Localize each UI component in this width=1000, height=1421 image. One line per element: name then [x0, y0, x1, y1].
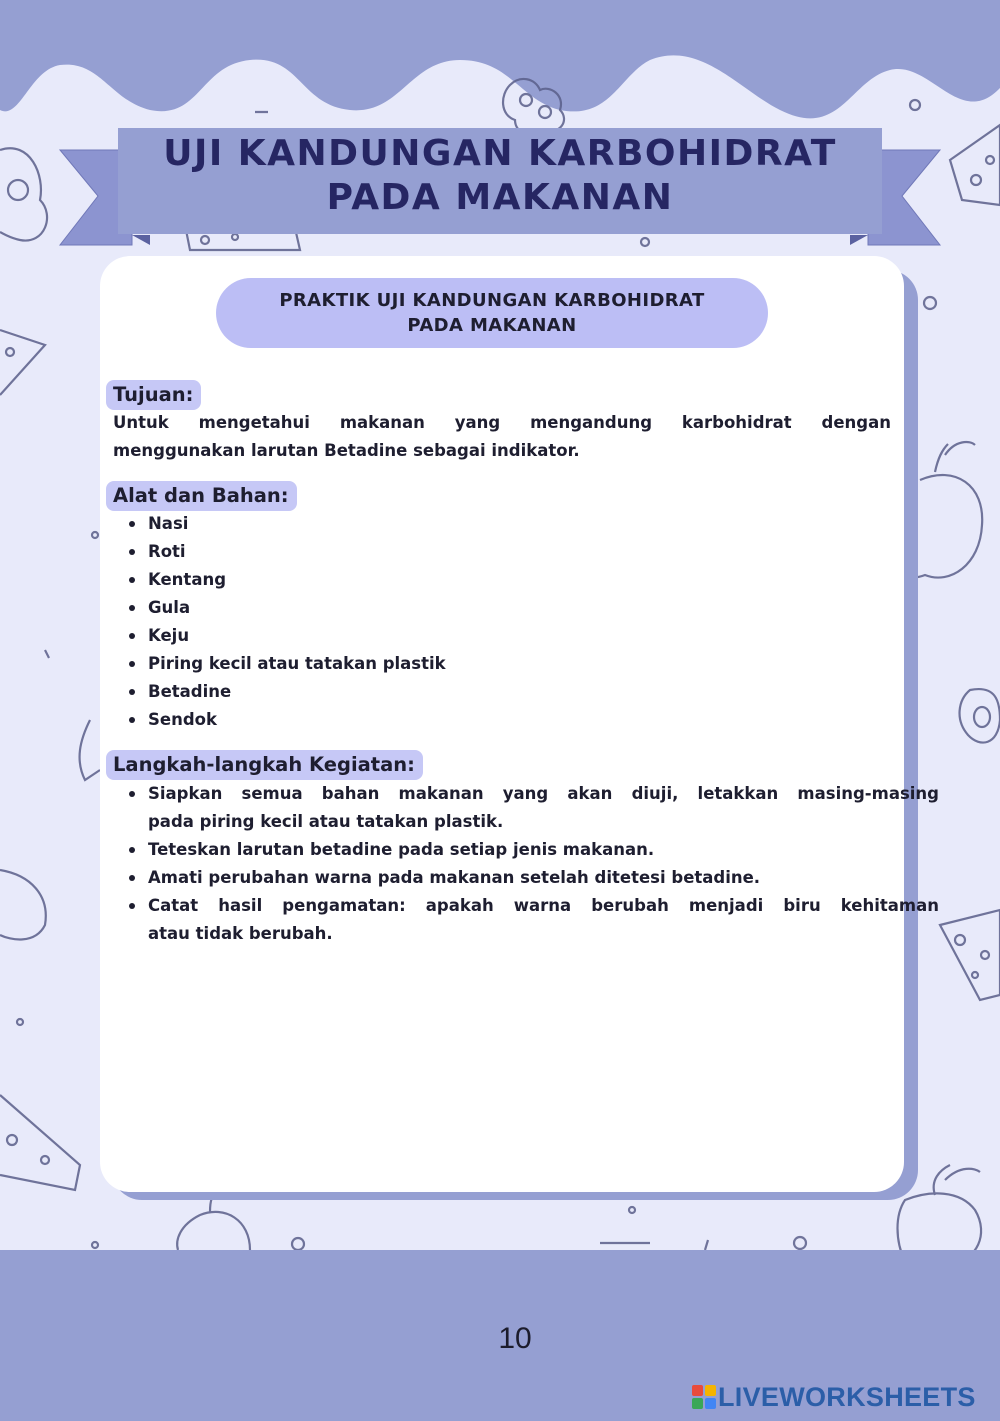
list-item: Kentang — [148, 566, 939, 594]
pizza-slice-right — [950, 125, 1000, 205]
list-item: Roti — [148, 538, 939, 566]
list-item: Nasi — [148, 510, 939, 538]
step-1-line-2: pada piring kecil atau tatakan plastik. — [148, 812, 504, 831]
page-title — [120, 132, 880, 220]
donut-doodle — [960, 689, 1000, 743]
langkah-label: Langkah-langkah Kegiatan: — [106, 750, 423, 780]
list-item: Teteskan larutan betadine pada setiap jenis makanan. — [148, 836, 939, 864]
step-1-line-1: Siapkan semua bahan makanan yang akan diuji, letakkan masing-masing — [148, 784, 939, 803]
page-title-line-1: UJI KANDUNGAN KARBOHIDRAT — [163, 133, 837, 174]
liveworksheets-brand[interactable] — [692, 1380, 976, 1414]
card-header-line-2: PADA MAKANAN — [407, 315, 577, 336]
alat-bahan-list — [100, 510, 939, 734]
list-item: Piring kecil atau tatakan plastik — [148, 650, 939, 678]
langkah-list — [100, 780, 939, 948]
list-item — [148, 780, 939, 836]
tujuan-text — [113, 409, 891, 465]
page-number: 10 — [498, 1322, 532, 1355]
tujuan-text-line-2: menggunakan larutan Betadine sebagai indikator. — [113, 441, 580, 460]
liveworksheets-logo-icon — [692, 1385, 716, 1409]
list-item: Sendok — [148, 706, 939, 734]
egg-doodle — [0, 148, 47, 240]
card-header — [216, 278, 768, 348]
apple-doodle-3 — [177, 1212, 250, 1250]
top-wave — [0, 0, 1000, 118]
pizza-doodle-2 — [0, 1095, 80, 1190]
list-item: Keju — [148, 622, 939, 650]
brand-text: LIVEWORKSHEETS — [718, 1381, 976, 1412]
list-item: Betadine — [148, 678, 939, 706]
step-4-line-1: Catat hasil pengamatan: apakah warna berubah menjadi biru kehitaman — [148, 896, 939, 915]
pizza-doodle — [0, 330, 45, 395]
alat-bahan-label: Alat dan Bahan: — [106, 481, 297, 511]
tujuan-text-line-1: Untuk mengetahui makanan yang mengandung karbohidrat dengan — [113, 413, 891, 432]
list-item: Gula — [148, 594, 939, 622]
list-item — [148, 892, 939, 948]
card-header-line-1: PRAKTIK UJI KANDUNGAN KARBOHIDRAT — [279, 290, 705, 311]
tujuan-label: Tujuan: — [106, 380, 201, 410]
list-item: Amati perubahan warna pada makanan setelah ditetesi betadine. — [148, 864, 939, 892]
step-4-line-2: atau tidak berubah. — [148, 924, 333, 943]
content-card — [100, 256, 939, 1192]
page-title-line-2: PADA MAKANAN — [326, 177, 674, 218]
cheese-doodle — [940, 910, 1000, 1000]
